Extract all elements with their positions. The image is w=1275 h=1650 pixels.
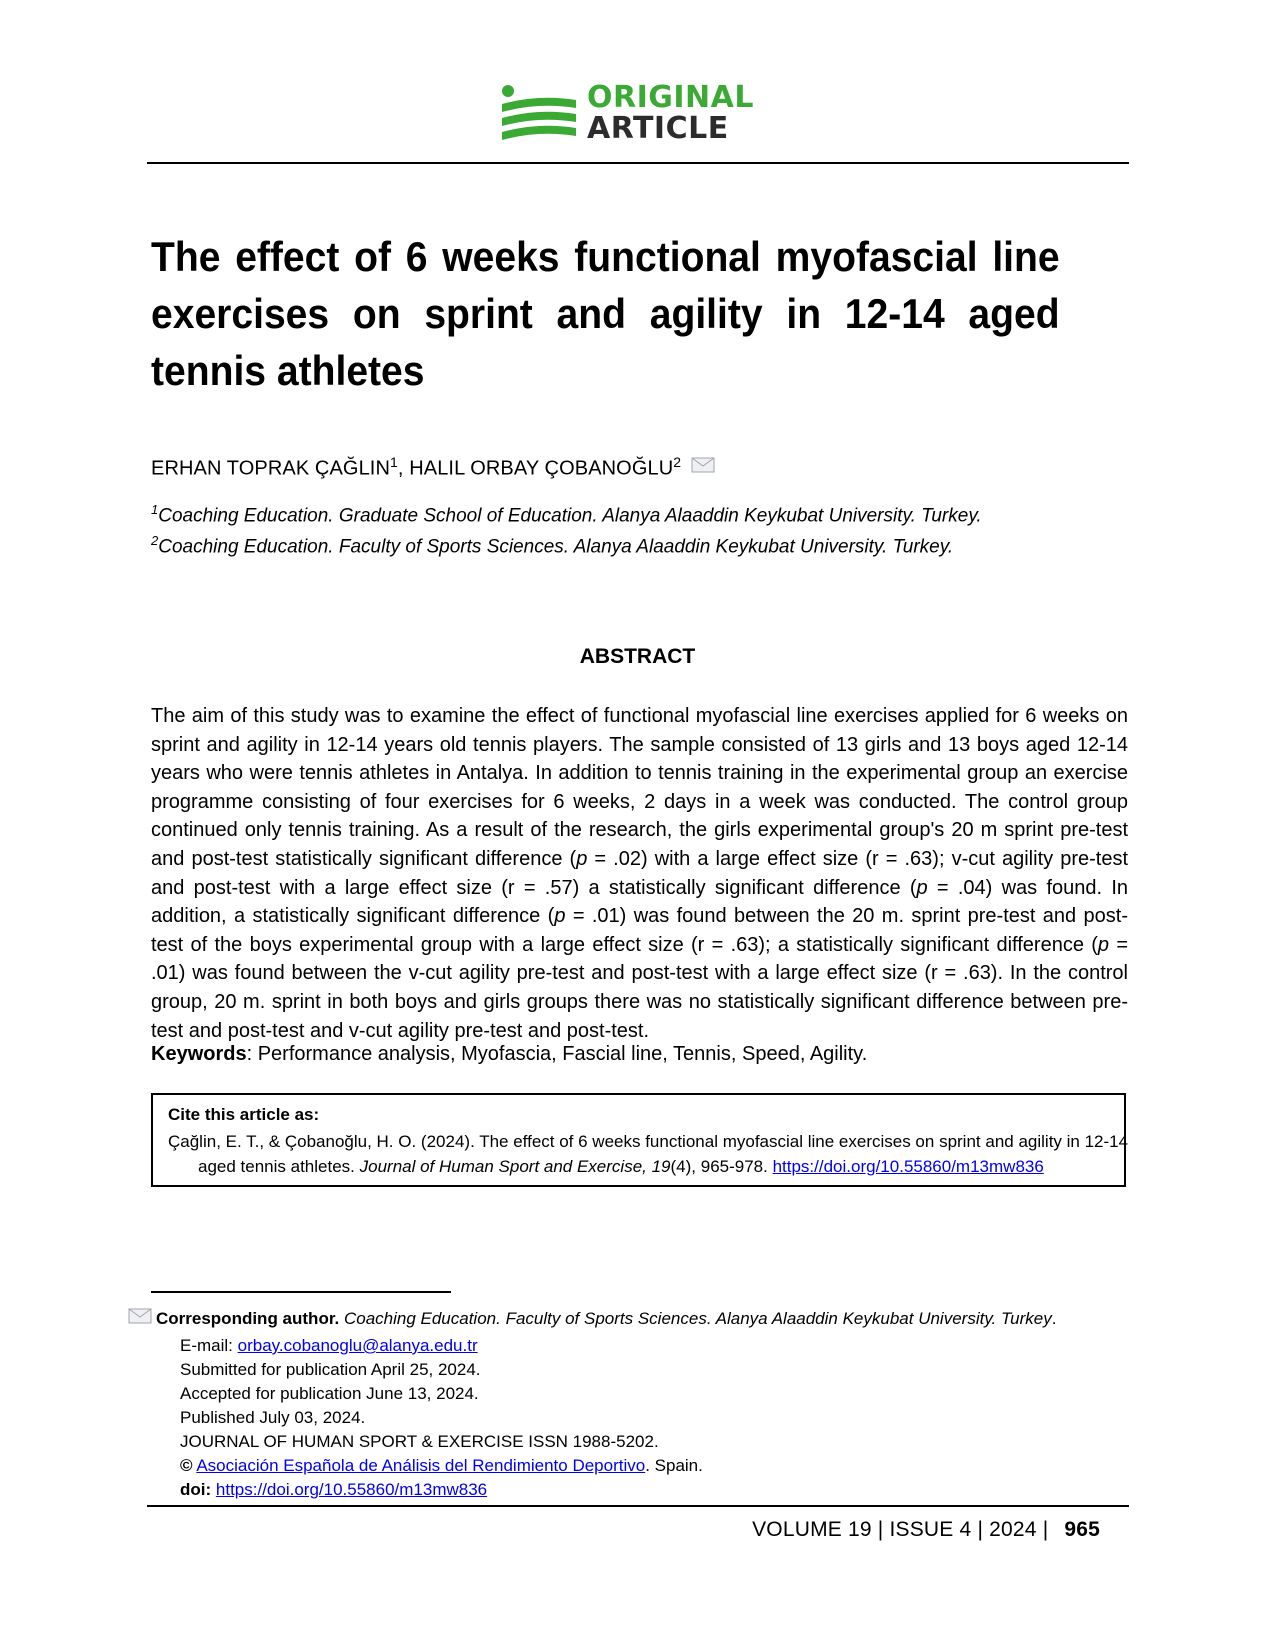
accepted-date: Accepted for publication June 13, 2024. — [180, 1384, 479, 1403]
keywords-list: : Performance analysis, Myofascia, Fascial line, Tennis, Speed, Agility. — [246, 1043, 868, 1065]
association-link[interactable]: Asociación Española de Análisis del Rendimiento Deportivo — [196, 1456, 646, 1475]
p-value-symbol: p — [576, 847, 588, 870]
association-country: . Spain. — [645, 1456, 703, 1475]
keywords-label: Keywords — [151, 1043, 247, 1065]
author-separator: , — [397, 457, 410, 480]
volume-issue-year: VOLUME 19 | ISSUE 4 | 2024 | — [752, 1518, 1049, 1541]
author-1-affiliation-mark: 1 — [390, 454, 398, 470]
submitted-date: Submitted for publication April 25, 2024. — [180, 1360, 481, 1379]
email-link[interactable]: orbay.cobanoglu@alanya.edu.tr — [237, 1336, 478, 1355]
published-date: Published July 03, 2024. — [180, 1408, 366, 1427]
logo-line-article: ARTICLE — [587, 111, 729, 146]
p-value-symbol: p — [916, 876, 928, 899]
p-value-symbol: p — [554, 905, 566, 928]
author-2: HALIL ORBAY ÇOBANOĞLU — [409, 457, 674, 480]
header-divider — [147, 162, 1129, 164]
article-title: The effect of 6 weeks functional myofascial line exercises on sprint and agility in 12-14 aged tennis athletes — [151, 233, 1060, 394]
page-number: 965 — [1064, 1518, 1100, 1541]
citation-journal: Journal of Human Sport and Exercise, 19 — [359, 1157, 671, 1176]
envelope-icon — [128, 1308, 152, 1329]
keywords — [151, 1043, 867, 1066]
email-line — [180, 1334, 703, 1358]
doi-line — [180, 1478, 703, 1502]
affiliation-1-text: Coaching Education. Graduate School of Education. Alanya Alaaddin Keykubat University. Turkey. — [158, 505, 982, 527]
abstract-body — [151, 702, 1128, 1045]
envelope-icon — [691, 456, 715, 479]
corresponding-affiliation: Coaching Education. Faculty of Sports Sciences. Alanya Alaaddin Keykubat University. Turkey — [339, 1309, 1052, 1328]
doi-label: doi: — [180, 1480, 212, 1499]
footer-divider — [147, 1505, 1129, 1507]
abstract-part-3: = .04) was found. In addition, a statistically significant difference ( — [151, 876, 1128, 928]
author-1: ERHAN TOPRAK ÇAĞLIN — [151, 457, 390, 480]
abstract-part-5: = .01) was found between the v-cut agility pre-test and post-test with a large effect size (r = .63). In the control group, 20 m. sprint in both boys and girls groups there was no statistically significant difference between pre-test and post-test and v-cut agility pre-test and post-test. — [151, 933, 1128, 1042]
author-2-affiliation-mark: 2 — [673, 454, 682, 470]
page-footer — [752, 1518, 1100, 1542]
affiliation-1-mark: 1 — [151, 502, 159, 517]
citation-reference: Çağlin, E. T., & Çobanoğlu, H. O. (2024). The effect of 6 weeks functional myofascial line exercises on sprint and agility in 12-14 aged tennis athletes. — [168, 1132, 1129, 1176]
affiliation-2-mark: 2 — [151, 533, 159, 548]
corresponding-label: Corresponding author. — [156, 1309, 340, 1328]
logo-line-original: ORIGINAL — [587, 80, 754, 115]
publication-details — [180, 1334, 703, 1502]
email-label: E-mail: — [180, 1336, 238, 1355]
copyright-line — [180, 1454, 703, 1478]
affiliation-1 — [151, 502, 982, 527]
affiliation-2-text: Coaching Education. Faculty of Sports Sciences. Alanya Alaaddin Keykubat University. Turkey. — [158, 536, 954, 558]
corresponding-author — [128, 1308, 1056, 1329]
citation-text — [168, 1129, 1148, 1179]
doi-link[interactable]: https://doi.org/10.55860/m13mw836 — [215, 1480, 488, 1499]
logo-stripes-icon — [502, 84, 576, 146]
abstract-part-4: = .01) was found between the 20 m. sprint pre-test and post-test of the boys experimental group with a large effect size (r = .63); a statistically significant difference ( — [151, 905, 1129, 956]
copyright-icon: © — [180, 1456, 193, 1475]
footnote-divider — [151, 1291, 451, 1293]
abstract-part-1: The aim of this study was to examine the effect of functional myofascial line exercises applied for 6 weeks on sprint and agility in 12-14 years old tennis players. The sample consisted of 13 girls and 13 boys aged 12-14 years who were tennis athletes in Antalya. In addition to tennis training in the experimental group an exercise programme consisting of four exercises for 6 weeks, 2 days in a week was conducted. The control group continued only tennis training. As a result of the research, the girls experimental group's 20 m sprint pre-test and post-test statistically significant difference ( — [151, 705, 1128, 870]
citation-issue-pages: (4), 965-978. — [670, 1157, 773, 1176]
abstract-part-2: = .02) with a large effect size (r = .63); v-cut agility pre-test and post-test with a large effect size (r = .57) a statistically significant difference ( — [151, 847, 1128, 899]
citation-label: Cite this article as: — [168, 1105, 320, 1124]
p-value-symbol: p — [1097, 933, 1110, 956]
journal-issn: JOURNAL OF HUMAN SPORT & EXERCISE ISSN 1988-5202. — [180, 1432, 659, 1451]
author-line — [151, 454, 715, 481]
citation-doi-link[interactable]: https://doi.org/10.55860/m13mw836 — [772, 1157, 1044, 1176]
corresponding-period: . — [1051, 1309, 1057, 1328]
citation-box — [151, 1093, 1129, 1187]
abstract-heading: ABSTRACT — [579, 645, 696, 668]
affiliation-2 — [151, 533, 953, 558]
